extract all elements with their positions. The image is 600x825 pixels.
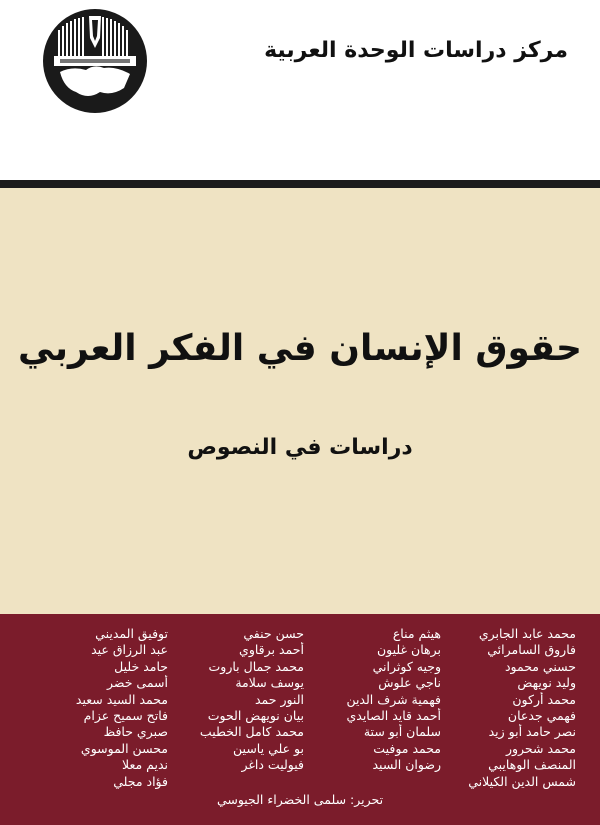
publisher-logo-icon	[42, 8, 148, 114]
contributor-name: ناجي علوش	[378, 675, 441, 691]
contributor-name: المنصف الوهايبي	[488, 757, 576, 773]
contributor-name: فاتح سميح عزام	[83, 708, 168, 724]
contributors-column-2	[313, 626, 441, 774]
contributor-name: نديم معلا	[122, 757, 168, 773]
contributor-name: محمد موفيت	[373, 740, 441, 756]
contributors-column-3	[176, 626, 304, 774]
contributor-name: هيثم مناع	[392, 626, 441, 641]
contributor-name: محمد شحرور	[505, 740, 576, 756]
contributor-name: رضوان السيد	[372, 757, 441, 773]
contributor-name: فاروق السامرائي	[487, 642, 576, 658]
contributor-name: عبد الرزاق عيد	[91, 642, 168, 658]
contributor-name: توفيق المديني	[95, 626, 168, 641]
contributors-column-1	[448, 626, 576, 790]
contributor-name: وجيه كوثراني	[372, 658, 441, 674]
contributor-name: صبري حافظ	[103, 724, 168, 740]
contributor-name: بو علي ياسين	[233, 740, 304, 756]
contributor-name: أسمى خضر	[106, 675, 168, 691]
editor-credit: تحرير: سلمى الخضراء الجيوسي	[216, 792, 384, 807]
contributor-name: فيوليت داغر	[241, 757, 304, 773]
contributor-name: محسن الموسوي	[80, 740, 168, 756]
contributor-name: فهمية شرف الدين	[346, 691, 441, 707]
book-title: حقوق الإنسان في الفكر العربي	[18, 328, 582, 369]
contributor-name: شمس الدين الكيلاني	[468, 773, 576, 789]
contributors-column-4	[40, 626, 168, 790]
contributor-name: حسني محمود	[504, 658, 576, 674]
contributor-name: محمد أركون	[512, 691, 576, 707]
publisher-name: مركز دراسات الوحدة العربية	[264, 38, 568, 63]
contributor-name: نصر حامد أبو زيد	[488, 724, 576, 740]
contributor-name: النور حمد	[254, 691, 304, 707]
cover-header	[0, 0, 600, 180]
contributor-name: فؤاد مجلي	[113, 773, 168, 789]
contributor-name: محمد كامل الخطيب	[199, 724, 304, 740]
book-subtitle: دراسات في النصوص	[187, 435, 413, 460]
contributor-name: أحمد برقاوي	[239, 642, 304, 658]
contributor-name: وليد نويهض	[517, 675, 576, 691]
title-panel	[0, 188, 600, 614]
contributor-name: بيان نويهض الحوت	[207, 708, 304, 724]
contributor-name: برهان غليون	[376, 642, 441, 658]
contributor-name: محمد عابد الجابري	[478, 626, 576, 641]
header-divider	[0, 180, 600, 188]
contributor-name: حسن حنفي	[243, 626, 304, 641]
contributor-name: أحمد قايد الصايدي	[346, 708, 441, 724]
contributor-name: سلمان أبو ستة	[363, 724, 441, 740]
contributor-name: محمد جمال باروت	[208, 658, 304, 674]
contributor-name: محمد السيد سعيد	[75, 691, 168, 707]
contributor-name: فهمي جدعان	[507, 708, 576, 724]
contributor-name: يوسف سلامة	[235, 675, 304, 691]
contributor-name: حامد خليل	[114, 658, 168, 674]
